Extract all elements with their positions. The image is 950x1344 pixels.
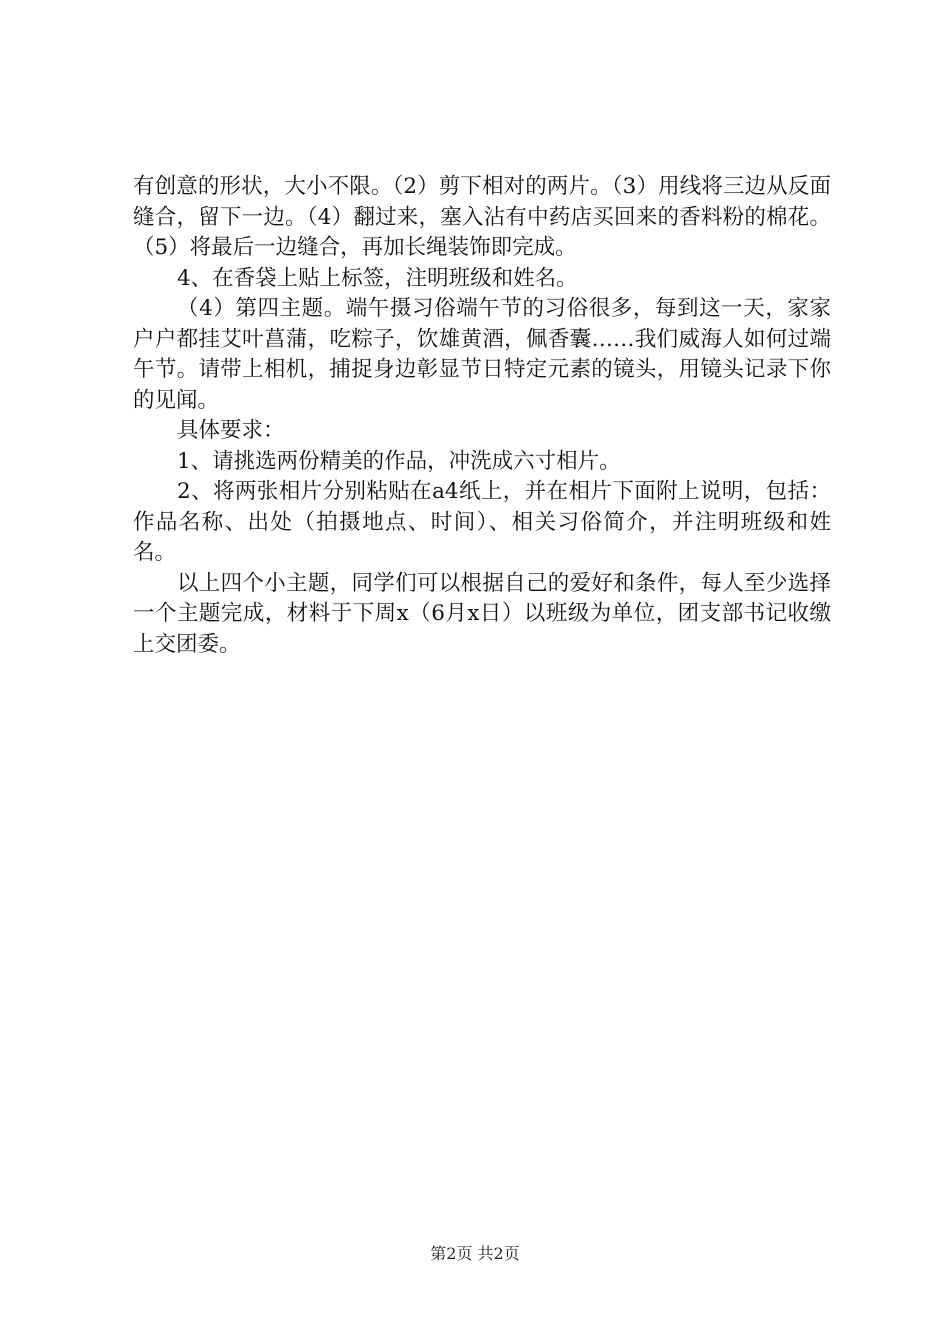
page-number-footer: 第2页 共2页 bbox=[430, 1244, 520, 1263]
paragraph-summary: 以上四个小主题，同学们可以根据自己的爱好和条件，每人至少选择一个主题完成，材料于下周x（6月x日）以班级为单位，团支部书记收缴上交团委。 bbox=[133, 570, 831, 657]
paragraph-continuation: 有创意的形状，大小不限。（2）剪下相对的两片。（3）用线将三边从反面缝合，留下一边。（4）翻过来，塞入沾有中药店买回来的香料粉的棉花。（5）将最后一边缝合，再加长绳装饰即完成。 bbox=[133, 174, 831, 260]
paragraph-requirement-1: 1、请挑选两份精美的作品，冲洗成六寸相片。 bbox=[177, 448, 621, 474]
paragraph-step-4: 4、在香袋上贴上标签，注明班级和姓名。 bbox=[177, 265, 578, 291]
paragraph-requirements-heading: 具体要求： bbox=[177, 418, 285, 443]
document-body bbox=[133, 172, 831, 660]
paragraph-theme-4: （4）第四主题。端午摄习俗端午节的习俗很多，每到这一天，家家户户都挂艾叶菖蒲，吃粽子，饮雄黄酒，佩香囊……我们威海人如何过端午节。请带上相机，捕捉身边彰显节日特定元素的镜头，用镜头记录下你的见闻。 bbox=[133, 296, 831, 413]
paragraph-requirement-2: 2、将两张相片分别粘贴在a4纸上，并在相片下面附上说明，包括：作品名称、出处（拍摄地点、时间）、相关习俗简介，并注明班级和姓名。 bbox=[133, 479, 831, 565]
